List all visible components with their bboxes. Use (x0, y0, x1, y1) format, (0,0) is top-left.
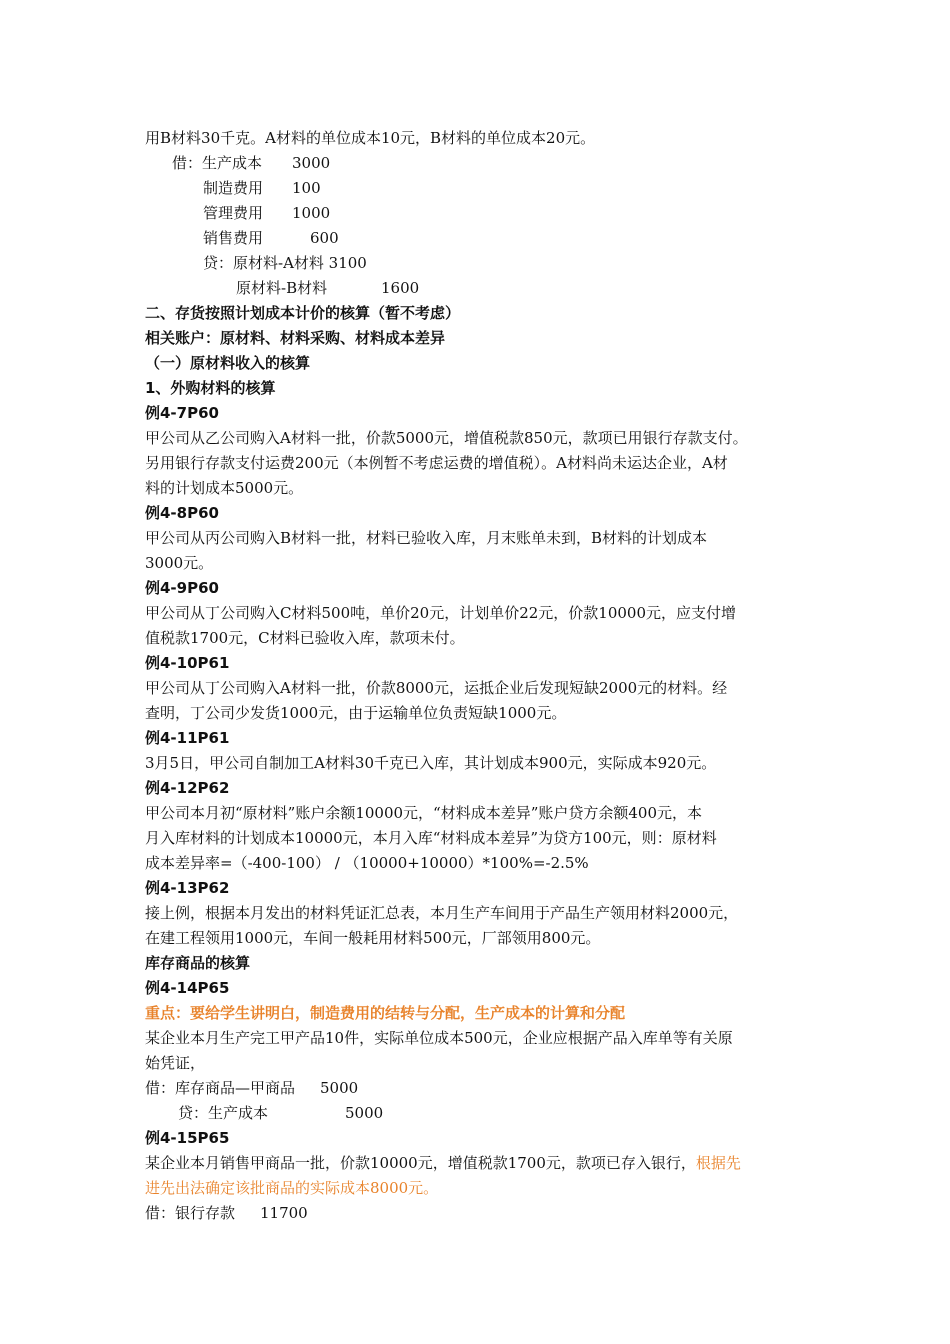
key-point-note: 重点：要给学生讲明白，制造费用的结转与分配，生产成本的计算和分配 (145, 1004, 626, 1022)
text-line: 始凭证， (145, 1054, 206, 1072)
text-line: 甲公司从丁公司购入C材料500吨，单价20元，计划单价22元，价款10000元，应支付增 (145, 604, 737, 622)
journal-line (172, 151, 331, 176)
credit-line: 贷：原材料-A材料 3100 (203, 254, 367, 272)
example-title: 例4-12P62 (145, 779, 230, 797)
text-line: 另用银行存款支付运费200元（本例暂不考虑运费的增值税）。A材料尚未运达企业，A材 (145, 454, 728, 472)
journal-line (145, 1076, 359, 1101)
journal-line (203, 201, 331, 226)
credit-amount: 5000 (345, 1104, 384, 1122)
subsection-heading: 1、外购材料的核算 (145, 379, 276, 397)
debit-amount: 100 (292, 179, 321, 197)
text-line: 值税款1700元，C材料已验收入库，款项未付。 (145, 629, 465, 647)
text-line: 甲公司从乙公司购入A材料一批，价款5000元，增值税款850元，款项已用银行存款支付。 (145, 429, 748, 447)
text-line: 查明，丁公司少发货1000元，由于运输单位负责短缺1000元。 (145, 704, 567, 722)
example-title: 例4-7P60 (145, 404, 219, 422)
example-title: 例4-8P60 (145, 504, 219, 522)
debit-amount: 1000 (292, 204, 331, 222)
highlighted-text: 进先出法确定该批商品的实际成本8000元。 (145, 1179, 439, 1197)
text-line: 成本差异率=（-400-100） / （10000+10000）*100%=-2.5% (145, 854, 589, 872)
text-line: 3000元。 (145, 554, 214, 572)
example-title: 例4-15P65 (145, 1129, 230, 1147)
text-line: 某企业本月生产完工甲产品10件，实际单位成本500元，企业应根据产品入库单等有关原 (145, 1029, 733, 1047)
highlighted-text: 根据先 (695, 1154, 741, 1172)
example-title: 例4-10P61 (145, 654, 230, 672)
section-heading: 二、存货按照计划成本计价的核算（暂不考虑） (145, 304, 461, 322)
example-title: 例4-14P65 (145, 979, 230, 997)
journal-line (203, 226, 339, 251)
debit-amount: 5000 (320, 1079, 359, 1097)
debit-amount: 600 (310, 229, 339, 247)
text-line: 用B材料30千克。A材料的单位成本10元，B材料的单位成本20元。 (145, 129, 596, 147)
text-line: 3月5日，甲公司自制加工A材料30千克已入库，其计划成本900元，实际成本920元。 (145, 754, 717, 772)
credit-amount: 1600 (381, 279, 420, 297)
debit-account: 销售费用 (203, 229, 264, 247)
credit-account: 原材料-B材料 (236, 279, 328, 297)
debit-account: 管理费用 (203, 204, 264, 222)
section-heading: 库存商品的核算 (145, 954, 251, 972)
text-line: 料的计划成本5000元。 (145, 479, 304, 497)
text-segment: 某企业本月销售甲商品一批，价款10000元，增值税款1700元，款项已存入银行， (145, 1154, 696, 1172)
debit-account: 借：库存商品—甲商品 (145, 1079, 296, 1097)
debit-amount: 11700 (260, 1204, 308, 1222)
text-line: 甲公司从丁公司购入A材料一批，价款8000元，运抵企业后发现短缺2000元的材料。经 (145, 679, 728, 697)
journal-line (178, 1101, 384, 1126)
debit-account: 借：银行存款 (145, 1204, 236, 1222)
text-line (145, 1151, 741, 1176)
text-line: 甲公司从丙公司购入B材料一批，材料已验收入库，月末账单未到，B材料的计划成本 (145, 529, 708, 547)
text-line: 甲公司本月初“原材料”账户余额10000元，“材料成本差异”账户贷方余额400元，本 (145, 804, 703, 822)
text-line: 月入库材料的计划成本10000元，本月入库“材料成本差异”为贷方100元，则：原材料 (145, 829, 717, 847)
credit-account: 贷：生产成本 (178, 1104, 269, 1122)
example-title: 例4-11P61 (145, 729, 230, 747)
subsection-heading: （一）原材料收入的核算 (145, 354, 311, 372)
debit-account: 借：生产成本 (172, 154, 263, 172)
journal-line (203, 176, 321, 201)
example-title: 例4-13P62 (145, 879, 230, 897)
example-title: 例4-9P60 (145, 579, 219, 597)
text-line: 在建工程领用1000元，车间一般耗用材料500元，厂部领用800元。 (145, 929, 601, 947)
journal-line (145, 1201, 308, 1226)
accounts-heading: 相关账户：原材料、材料采购、材料成本差异 (145, 329, 446, 347)
debit-account: 制造费用 (203, 179, 264, 197)
debit-amount: 3000 (292, 154, 331, 172)
text-line: 接上例，根据本月发出的材料凭证汇总表，本月生产车间用于产品生产领用材料2000元， (145, 904, 739, 922)
credit-line (236, 276, 420, 301)
